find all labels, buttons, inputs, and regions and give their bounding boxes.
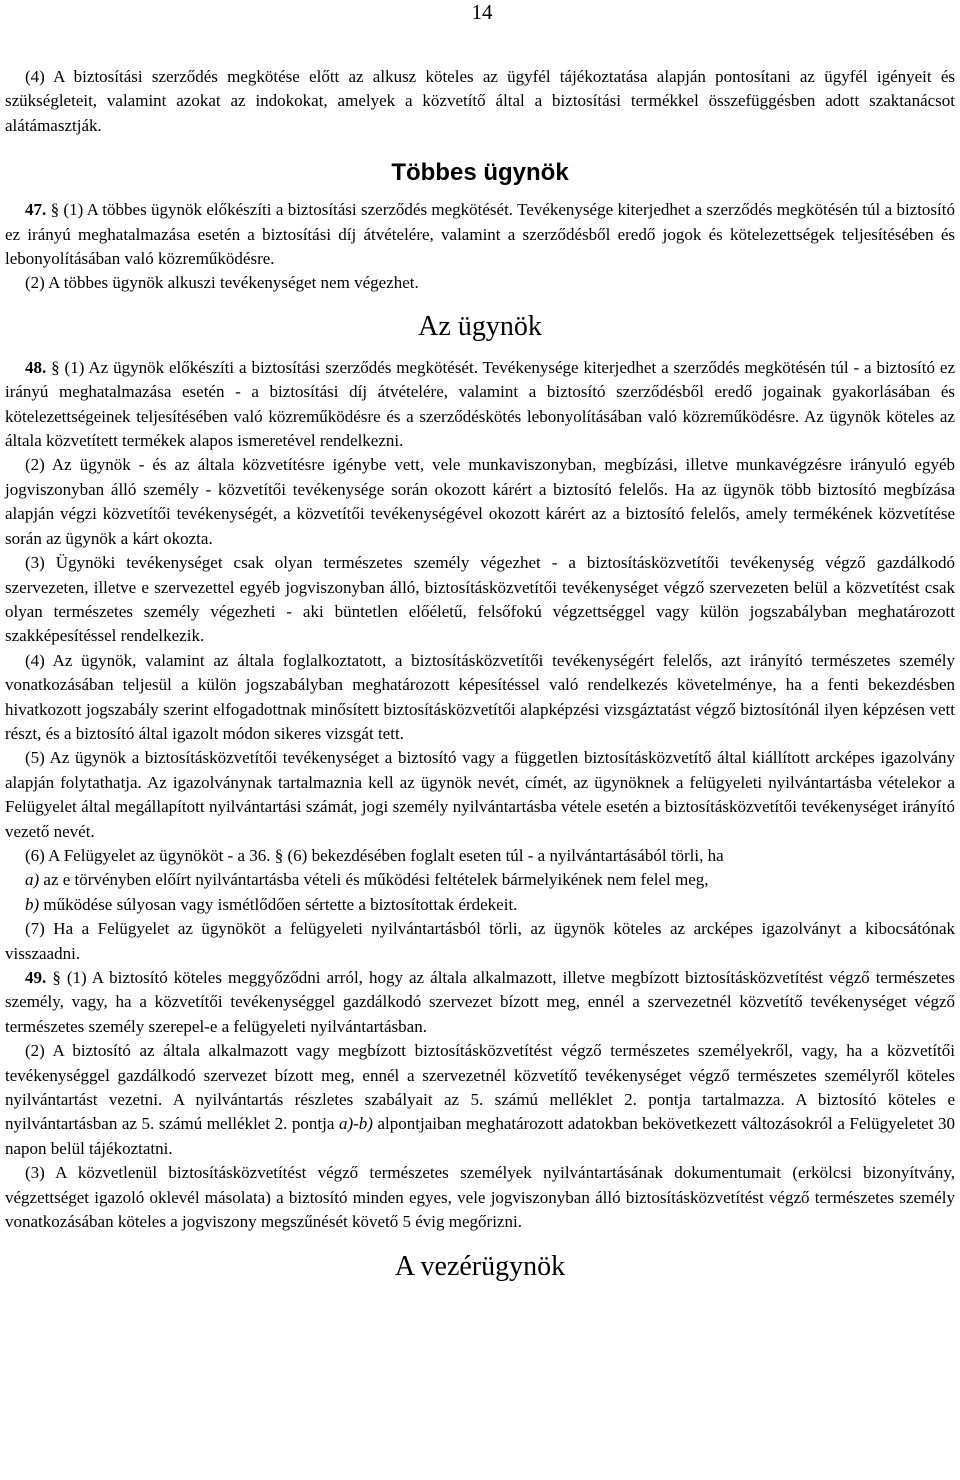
section-47-number: 47. — [25, 200, 47, 220]
section-48-text-1: § (1) Az ügynök előkészíti a biztosítási szerződés megkötését. Tevékenysége kiterjedhet a szerződés megkötésén túl - a biztosító ez irányú meghatalmazása esetén - a biztosítási díj átvételére, valamint a biztosító szerződésből eredő jogainak gyakorlásában és kötelezettségeinek teljesítésében való közreműködésre és a szerződéskötés lebonyolításában való közreműködésre. Az ügynök köteles az általa közvetített termékek alapos ismeretével rendelkezni. — [5, 357, 955, 451]
section-49-text-1: § (1) A biztosító köteles meggyőződni arról, hogy az általa alkalmazott, illetve megbízott biztosításközvetítést végző természetes személy, vagy, ha a közvetítői tevékenységgel gazdálkodó szervezet bízott meg, ennél a szervezetnél közvetítő tevékenységet végző természetes személy szerepel-e a felügyeleti nyilvántartásban. — [5, 968, 956, 1036]
section-49-number: 49. — [25, 968, 47, 987]
section-48-paragraph-4: (4) Az ügynök, valamint az általa foglalkoztatott, a biztosításközvetítői tevékenységért felelős, azt irányító természetes személy vonatkozásában teljesül a külön jogszabályban meghatározott képesítéssel való rendelkezés követelménye, ha a fenti bekezdésben hivatkozott jogszabály szerint elfogadottnak minősített biztosításközvetítői alapképzési vizsgáztatást végző biztosítónál ilyen képzésen vett részt, és a biztosító által igazolt módon sikeres vizsgát tett. — [5, 650, 955, 743]
page-number: 14 — [471, 0, 493, 24]
point-b-text: működése súlyosan vagy ismétlődően sértette a biztosítottak érdekeit. — [43, 894, 518, 914]
section-49-paragraph-2 — [5, 1039, 955, 1161]
section-48-point-b — [5, 893, 955, 917]
section-48-point-a — [5, 868, 955, 892]
heading-az-ugynok: Az ügynök — [418, 310, 542, 342]
section-49-points-ab: a)-b) — [338, 1114, 373, 1134]
heading-vezerugynok: A vezérügynök — [394, 1251, 566, 1283]
section-48-paragraph-5: (5) Az ügynök a biztosításközvetítői tevékenységet a biztosító vagy a független biztosításközvetítő által kiállított arcképes igazolvány alapján folytathatja. Az igazolványnak tartalmaznia kell az ügynök nevét, címét, az ügynöknek a felügyeleti nyilvántartásba vételekor a Felügyelet által megállapított nyilvántartási számát, jogi személy nyilvántartásba vétele esetén a biztosításközvetítői tevékenységet irányító vezető nevét. — [5, 748, 955, 841]
section-48-paragraph-7: (7) Ha a Felügyelet az ügynököt a felügyeleti nyilvántartásból törli, az ügynök köteles az arcképes igazolványt a kibocsátónak visszaadni. — [5, 919, 955, 963]
section-47-text-1: § (1) A többes ügynök előkészíti a biztosítási szerződés megkötését. Tevékenysége kiterjedhet a szerződés megkötésén túl a biztosító ez irányú meghatalmazása esetén a biztosítási díj átvételére, valamint a szerződésből eredő jogok és kötelezettségek teljesítésében és lebonyolításában való közreműködésre. — [5, 200, 955, 269]
section-48-number: 48. — [25, 357, 47, 377]
section-49-text-2a: (2) A biztosító az általa alkalmazott vagy megbízott biztosításközvetítést végző természetes személyekről, vagy, ha a közvetítői tevékenységgel gazdálkodó szervezet bízott meg, ennél a szervezetnél közvetítő tevékenységet végző természetes személyről köteles nyilvántartást vezetni. A nyilvántartás részletes szabályait az 5. számú melléklet 2. pontja tartalmazza. A biztosító köteles e nyilvántartásban az 5. számú melléklet 2. pontja — [5, 1041, 955, 1134]
section-47-paragraph-1 — [5, 198, 955, 271]
point-a-label: a) — [25, 870, 40, 890]
point-b-label: b) — [25, 894, 40, 914]
section-48-paragraph-3: (3) Ügynöki tevékenységet csak olyan természetes személy végezhet - a biztosításközvetítői tevékenység végző gazdálkodó szervezeten, illetve e szervezettel egyéb jogviszonyban álló, biztosításközvetítői tevékenységet végző szervezeten belül a közvetítést csak olyan természetes személy végezheti - aki büntetlen előéletű, felsőfokú végzettséggel vagy külön jogszabályban meghatározott szakképesítéssel rendelkezik. — [5, 553, 955, 646]
document-body — [5, 65, 955, 1284]
section-49-paragraph-3: (3) A közvetlenül biztosításközvetítést végző természetes személyek nyilvántartásának dokumentumait (erkölcsi bizonyítvány, végzettséget igazoló oklevél másolata) a biztosító minden egyes, vele jogviszonyban álló biztosításközvetítést végző természetes személy vonatkozásában köteles a jogviszony megszűnését követő 5 évig megőrizni. — [5, 1163, 955, 1232]
section-49-text-2b: alpontjaiban meghatározott adatokban bekövetkezett változásokról a Felügyeletet 30 napon belül tájékoztatni. — [5, 1114, 955, 1158]
section-48-paragraph-1 — [5, 356, 955, 454]
section-48-paragraph-6: (6) A Felügyelet az ügynököt - a 36. § (6) bekezdésében foglalt eseten túl - a nyilvántartásából törli, ha — [25, 845, 724, 865]
paragraph-4: (4) A biztosítási szerződés megkötése előtt az alkusz köteles az ügyfél tájékoztatása alapján pontosítani az ügyfél igényeit és szükségleteit, valamint azokat az indokokat, amelyek a közvetítő által a biztosítási termékkel összefüggésben adott szaktanácsot alátámasztják. — [5, 67, 955, 135]
heading-tobbes-ugynok: Többes ügynök — [391, 159, 569, 187]
section-49-paragraph-1 — [5, 966, 955, 1039]
point-a-text: az e törvényben előírt nyilvántartásba vételi és működési feltételek bármelyikének nem felel meg, — [43, 870, 709, 890]
section-47-paragraph-2: (2) A többes ügynök alkuszi tevékenységet nem végezhet. — [25, 273, 419, 293]
section-48-paragraph-2: (2) Az ügynök - és az általa közvetítésre igénybe vett, vele munkaviszonyban, megbízási, illetve munkavégzésre irányuló egyéb jogviszonyban álló személy - közvetítői tevékenysége során okozott kárért a biztosító felelős. Ha az ügynök több biztosító megbízása alapján végzi közvetítői tevékenységét, a közvetítői tevékenységével okozott kárért az a biztosító felelős, amely termékének közvetítése során az ügynök a kárt okozta. — [5, 455, 955, 548]
